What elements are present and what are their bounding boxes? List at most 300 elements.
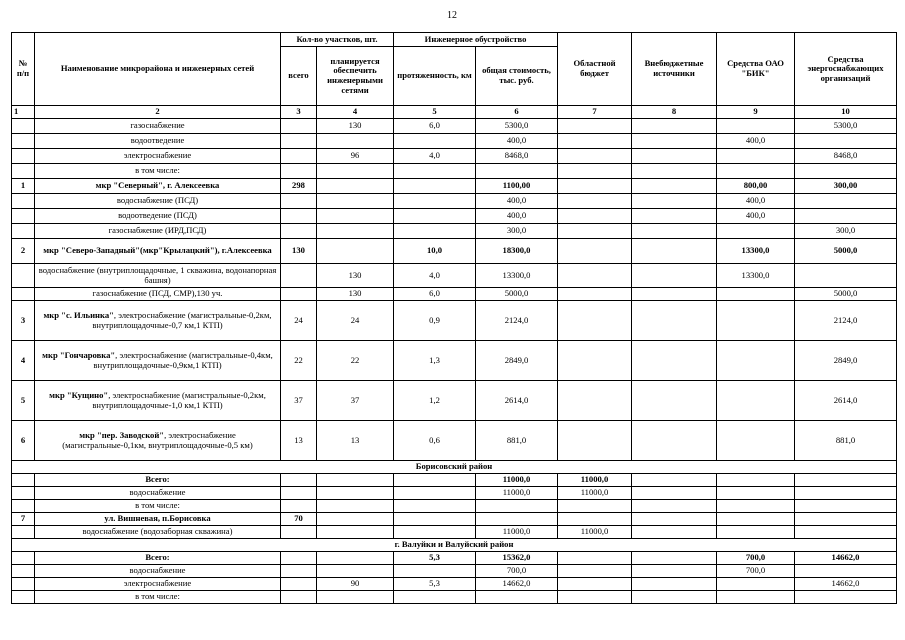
cell-total: 24 [281, 301, 317, 341]
cell-planned [317, 194, 394, 209]
cell-region [558, 591, 632, 604]
cell-bik: 13300,0 [717, 264, 795, 288]
cell-planned: 37 [317, 381, 394, 421]
cell-len: 10,0 [394, 239, 476, 264]
table-row [12, 526, 897, 539]
column-number: 3 [281, 106, 317, 119]
table-row [12, 224, 897, 239]
cell-region [558, 164, 632, 179]
cell-energy: 14662,0 [795, 578, 897, 591]
cell-cost: 2849,0 [476, 341, 558, 381]
cell-planned: 90 [317, 578, 394, 591]
cell-bik [717, 578, 795, 591]
cell-bik: 13300,0 [717, 239, 795, 264]
cell-planned [317, 565, 394, 578]
cell-cost: 15362,0 [476, 552, 558, 565]
cell-planned [317, 552, 394, 565]
cell-no [12, 119, 35, 134]
cell-bik [717, 288, 795, 301]
header-number: № п/п [12, 33, 35, 106]
table-row [12, 513, 897, 526]
table-row [12, 565, 897, 578]
table-row [12, 288, 897, 301]
cell-no [12, 164, 35, 179]
cell-total [281, 526, 317, 539]
district-description: , электроснабжение (магистральные-0,2км, внутриплощадочные-1,0 км,1 КТП) [92, 389, 266, 410]
cell-total: 298 [281, 179, 317, 194]
cell-extra [632, 421, 717, 461]
cell-energy [795, 134, 897, 149]
cell-total [281, 552, 317, 565]
cell-cost: 400,0 [476, 194, 558, 209]
cell-len [394, 591, 476, 604]
cell-len [394, 194, 476, 209]
cell-extra [632, 381, 717, 421]
cell-bik: 400,0 [717, 134, 795, 149]
cell-region: 11000,0 [558, 526, 632, 539]
table-row [12, 209, 897, 224]
column-number: 10 [795, 106, 897, 119]
cell-extra [632, 134, 717, 149]
cell-energy [795, 209, 897, 224]
cell-planned: 130 [317, 288, 394, 301]
cell-name [35, 381, 281, 421]
cell-no: 3 [12, 301, 35, 341]
district-name: мкр "Гончаровка" [42, 349, 116, 360]
cell-len [394, 179, 476, 194]
cell-region [558, 500, 632, 513]
column-number: 8 [632, 106, 717, 119]
cell-extra [632, 487, 717, 500]
cell-region [558, 341, 632, 381]
header-planned: планируется обеспечить инженерными сетями [317, 47, 394, 106]
cell-extra [632, 591, 717, 604]
cell-energy [795, 526, 897, 539]
cell-name: мкр "Северный", г. Алексеевка [35, 179, 281, 194]
cell-no [12, 487, 35, 500]
table-row [12, 179, 897, 194]
cell-cost: 14662,0 [476, 578, 558, 591]
cell-extra [632, 500, 717, 513]
column-number: 1 [12, 106, 35, 119]
cell-extra [632, 209, 717, 224]
column-number: 7 [558, 106, 632, 119]
cell-extra [632, 578, 717, 591]
cell-total [281, 134, 317, 149]
cell-cost: 700,0 [476, 565, 558, 578]
header-cost: общая стоимость, тыс. руб. [476, 47, 558, 106]
cell-extra [632, 552, 717, 565]
cell-energy [795, 264, 897, 288]
infrastructure-table [11, 32, 897, 604]
table-row [12, 264, 897, 288]
cell-total [281, 209, 317, 224]
section-row [12, 539, 897, 552]
cell-total [281, 565, 317, 578]
cell-cost: 11000,0 [476, 487, 558, 500]
column-number: 2 [35, 106, 281, 119]
cell-extra [632, 179, 717, 194]
cell-bik [717, 513, 795, 526]
cell-planned [317, 209, 394, 224]
cell-total [281, 500, 317, 513]
column-number: 5 [394, 106, 476, 119]
table-row [12, 474, 897, 487]
cell-total: 13 [281, 421, 317, 461]
cell-name: Всего: [35, 552, 281, 565]
cell-region [558, 224, 632, 239]
cell-cost: 400,0 [476, 134, 558, 149]
district-name: мкр "пер. Заводской" [79, 429, 165, 440]
cell-planned [317, 224, 394, 239]
cell-no: 2 [12, 239, 35, 264]
cell-bik [717, 474, 795, 487]
cell-planned: 24 [317, 301, 394, 341]
cell-bik [717, 164, 795, 179]
cell-energy [795, 487, 897, 500]
cell-bik: 400,0 [717, 209, 795, 224]
district-description: , электроснабжение (магистральные-0,4км, внутриплощадочные-0,9км,1 КТП) [93, 349, 273, 370]
cell-bik: 800,00 [717, 179, 795, 194]
cell-region: 11000,0 [558, 474, 632, 487]
cell-energy: 300,0 [795, 224, 897, 239]
cell-name: в том числе: [35, 500, 281, 513]
cell-bik [717, 341, 795, 381]
cell-no [12, 264, 35, 288]
header-bik-funds: Средства ОАО "БИК" [717, 33, 795, 106]
cell-planned [317, 500, 394, 513]
cell-extra [632, 526, 717, 539]
cell-region [558, 149, 632, 164]
cell-planned: 96 [317, 149, 394, 164]
cell-cost: 8468,0 [476, 149, 558, 164]
cell-name: газоснабжение [35, 119, 281, 134]
cell-region [558, 134, 632, 149]
cell-name: ул. Вишневая, п.Борисовка [35, 513, 281, 526]
cell-cost: 18300,0 [476, 239, 558, 264]
header-extrabudget: Внебюджетные источники [632, 33, 717, 106]
cell-total [281, 194, 317, 209]
cell-extra [632, 224, 717, 239]
cell-energy [795, 513, 897, 526]
cell-total [281, 578, 317, 591]
cell-cost [476, 500, 558, 513]
cell-cost [476, 513, 558, 526]
table-row [12, 578, 897, 591]
cell-cost: 5000,0 [476, 288, 558, 301]
cell-name: водоснабжение (водозаборная скважина) [35, 526, 281, 539]
cell-len: 0,9 [394, 301, 476, 341]
cell-extra [632, 565, 717, 578]
cell-no: 6 [12, 421, 35, 461]
cell-name: водоснабжение [35, 487, 281, 500]
header-regional-budget: Областной бюджет [558, 33, 632, 106]
header-total: всего [281, 47, 317, 106]
cell-extra [632, 194, 717, 209]
cell-region [558, 381, 632, 421]
cell-region [558, 578, 632, 591]
cell-extra [632, 149, 717, 164]
cell-extra [632, 264, 717, 288]
cell-total [281, 487, 317, 500]
cell-extra [632, 301, 717, 341]
cell-no [12, 149, 35, 164]
cell-len: 6,0 [394, 288, 476, 301]
table-row [12, 381, 897, 421]
cell-len: 4,0 [394, 264, 476, 288]
cell-region [558, 421, 632, 461]
cell-bik [717, 224, 795, 239]
cell-total [281, 119, 317, 134]
cell-no [12, 209, 35, 224]
cell-no [12, 288, 35, 301]
column-number-row [12, 106, 897, 119]
cell-extra [632, 513, 717, 526]
cell-len: 1,3 [394, 341, 476, 381]
cell-energy: 881,0 [795, 421, 897, 461]
cell-bik [717, 526, 795, 539]
cell-extra [632, 341, 717, 381]
cell-no [12, 526, 35, 539]
cell-energy: 300,00 [795, 179, 897, 194]
cell-total: 37 [281, 381, 317, 421]
cell-total [281, 474, 317, 487]
table-row [12, 164, 897, 179]
district-description: , электроснабжение (магистральные-0,1км, внутриплощадочные-0,5 км) [62, 429, 253, 450]
page-number: 12 [447, 10, 457, 21]
table-row [12, 119, 897, 134]
cell-len [394, 513, 476, 526]
cell-region [558, 119, 632, 134]
cell-no [12, 552, 35, 565]
cell-bik: 700,0 [717, 552, 795, 565]
cell-planned [317, 474, 394, 487]
cell-planned [317, 513, 394, 526]
table-row [12, 301, 897, 341]
cell-cost: 2614,0 [476, 381, 558, 421]
table-row [12, 194, 897, 209]
cell-planned [317, 179, 394, 194]
table-row [12, 149, 897, 164]
cell-energy: 5000,0 [795, 288, 897, 301]
cell-region [558, 264, 632, 288]
cell-no [12, 591, 35, 604]
cell-bik [717, 591, 795, 604]
cell-energy: 2124,0 [795, 301, 897, 341]
cell-energy [795, 194, 897, 209]
column-number: 4 [317, 106, 394, 119]
cell-extra [632, 474, 717, 487]
cell-energy [795, 474, 897, 487]
column-number: 9 [717, 106, 795, 119]
cell-name [35, 341, 281, 381]
cell-total: 130 [281, 239, 317, 264]
cell-len: 5,3 [394, 552, 476, 565]
cell-cost: 881,0 [476, 421, 558, 461]
cell-planned [317, 487, 394, 500]
cell-cost: 300,0 [476, 224, 558, 239]
cell-cost: 11000,0 [476, 474, 558, 487]
district-name: мкр "с. Ильинка" [43, 309, 114, 320]
cell-energy: 8468,0 [795, 149, 897, 164]
cell-energy: 2614,0 [795, 381, 897, 421]
cell-energy [795, 591, 897, 604]
cell-extra [632, 239, 717, 264]
cell-total [281, 288, 317, 301]
cell-bik [717, 301, 795, 341]
district-name: мкр "Кущино" [49, 389, 109, 400]
cell-len [394, 134, 476, 149]
district-description: , электроснабжение (магистральные-0,2км, внутриплощадочные-0,7 км,1 КТП) [92, 309, 272, 330]
cell-planned [317, 164, 394, 179]
cell-no [12, 134, 35, 149]
cell-region [558, 301, 632, 341]
cell-extra [632, 288, 717, 301]
cell-name: водоснабжение [35, 565, 281, 578]
cell-bik [717, 119, 795, 134]
cell-len: 6,0 [394, 119, 476, 134]
cell-no [12, 565, 35, 578]
table-row [12, 487, 897, 500]
cell-no [12, 474, 35, 487]
table-row [12, 134, 897, 149]
cell-planned [317, 591, 394, 604]
cell-total [281, 164, 317, 179]
cell-energy: 2849,0 [795, 341, 897, 381]
cell-energy [795, 565, 897, 578]
cell-energy: 14662,0 [795, 552, 897, 565]
cell-name: электроснабжение [35, 578, 281, 591]
cell-bik [717, 149, 795, 164]
table-row [12, 591, 897, 604]
table-row [12, 500, 897, 513]
cell-no: 1 [12, 179, 35, 194]
cell-planned [317, 239, 394, 264]
table-row [12, 341, 897, 381]
cell-name: газоснабжение (ИРД,ПСД) [35, 224, 281, 239]
cell-cost: 13300,0 [476, 264, 558, 288]
cell-len: 1,2 [394, 381, 476, 421]
cell-bik [717, 381, 795, 421]
cell-name: в том числе: [35, 591, 281, 604]
header-energy-funds: Средства энергоснабжающих организаций [795, 33, 897, 106]
cell-total [281, 224, 317, 239]
section-row [12, 461, 897, 474]
cell-cost: 1100,00 [476, 179, 558, 194]
cell-len: 5,3 [394, 578, 476, 591]
cell-energy: 5000,0 [795, 239, 897, 264]
cell-no [12, 578, 35, 591]
cell-planned [317, 134, 394, 149]
cell-len: 0,6 [394, 421, 476, 461]
header-infrastructure: Инженерное обустройство [394, 33, 558, 47]
cell-name: газоснабжение (ПСД, СМР),130 уч. [35, 288, 281, 301]
cell-len [394, 500, 476, 513]
cell-no: 4 [12, 341, 35, 381]
header-plots: Кол-во участков, шт. [281, 33, 394, 47]
cell-name [35, 421, 281, 461]
cell-no [12, 500, 35, 513]
cell-name: электроснабжение [35, 149, 281, 164]
cell-region [558, 179, 632, 194]
cell-region [558, 194, 632, 209]
section-title: г. Валуйки и Валуйский район [12, 539, 897, 552]
table-row [12, 239, 897, 264]
cell-extra [632, 119, 717, 134]
cell-no [12, 224, 35, 239]
cell-region: 11000,0 [558, 487, 632, 500]
cell-region [558, 565, 632, 578]
cell-name: водоотведение [35, 134, 281, 149]
cell-bik [717, 487, 795, 500]
header-length: протяженность, км [394, 47, 476, 106]
table-row [12, 552, 897, 565]
cell-total: 70 [281, 513, 317, 526]
cell-planned [317, 526, 394, 539]
cell-len [394, 487, 476, 500]
cell-no: 7 [12, 513, 35, 526]
cell-name: Всего: [35, 474, 281, 487]
cell-bik [717, 421, 795, 461]
cell-len [394, 474, 476, 487]
cell-total [281, 264, 317, 288]
cell-cost: 11000,0 [476, 526, 558, 539]
table-row [12, 421, 897, 461]
cell-region [558, 209, 632, 224]
cell-bik [717, 500, 795, 513]
cell-cost [476, 591, 558, 604]
cell-bik: 400,0 [717, 194, 795, 209]
cell-name: водоотведение (ПСД) [35, 209, 281, 224]
cell-cost [476, 164, 558, 179]
cell-planned: 22 [317, 341, 394, 381]
cell-len [394, 565, 476, 578]
cell-region [558, 239, 632, 264]
cell-name: водоснабжение (внутриплощадочные, 1 скважина, водонапорная башня) [35, 264, 281, 288]
cell-name: мкр "Северо-Западный"(мкр"Крылацкий"), г.Алексеевка [35, 239, 281, 264]
cell-energy [795, 164, 897, 179]
cell-no: 5 [12, 381, 35, 421]
cell-planned: 13 [317, 421, 394, 461]
cell-name [35, 301, 281, 341]
cell-total [281, 149, 317, 164]
cell-len: 4,0 [394, 149, 476, 164]
cell-len [394, 224, 476, 239]
cell-name: водоснабжение (ПСД) [35, 194, 281, 209]
cell-cost: 2124,0 [476, 301, 558, 341]
cell-planned: 130 [317, 119, 394, 134]
cell-name: в том числе: [35, 164, 281, 179]
header-name: Наименование микрорайона и инженерных сетей [35, 33, 281, 106]
section-title: Борисовский район [12, 461, 897, 474]
cell-extra [632, 164, 717, 179]
cell-no [12, 194, 35, 209]
cell-total: 22 [281, 341, 317, 381]
cell-len [394, 526, 476, 539]
cell-len [394, 209, 476, 224]
cell-region [558, 513, 632, 526]
cell-region [558, 552, 632, 565]
cell-total [281, 591, 317, 604]
cell-energy [795, 500, 897, 513]
column-number: 6 [476, 106, 558, 119]
cell-region [558, 288, 632, 301]
cell-planned: 130 [317, 264, 394, 288]
cell-energy: 5300,0 [795, 119, 897, 134]
cell-bik: 700,0 [717, 565, 795, 578]
cell-cost: 5300,0 [476, 119, 558, 134]
cell-len [394, 164, 476, 179]
